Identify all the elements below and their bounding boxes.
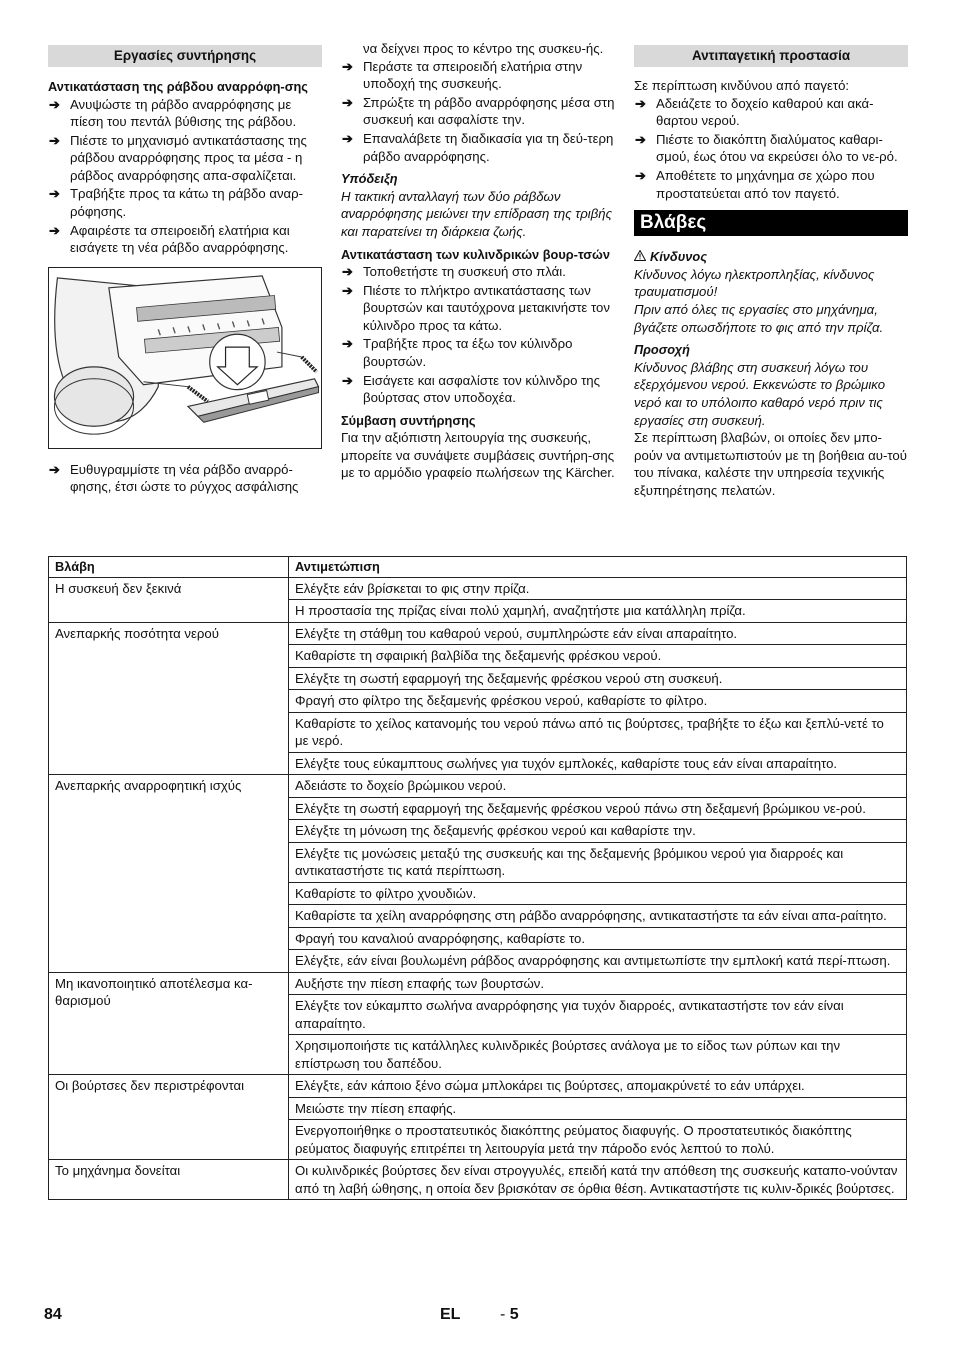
squeegee-align-steps bbox=[48, 461, 322, 496]
remedy-cell: Αυξήστε την πίεση επαφής των βουρτσών. bbox=[289, 972, 907, 995]
remedy-cell: Ελέγξτε τη μόνωση της δεξαμενής φρέσκου νερού και καθαρίστε την. bbox=[289, 820, 907, 843]
danger-title-row bbox=[634, 248, 908, 266]
arrow-right-icon: ➔ bbox=[635, 167, 646, 183]
list-item: ➔ Αφαιρέστε τα σπειροειδή ελατήρια και εισάγετε τη νέα ράβδο αναρρόφησης. bbox=[49, 222, 290, 256]
frost-steps-list bbox=[634, 95, 908, 203]
fault-cell: Ανεπαρκής ποσότητα νερού bbox=[49, 622, 289, 775]
remedy-cell: Ελέγξτε τη σωστή εφαρμογή της δεξαμενής φρέσκου νερού πάνω στη δεξαμενή βρώμικου νε-ρού. bbox=[289, 797, 907, 820]
column-left bbox=[48, 40, 322, 497]
faults-table-body bbox=[49, 577, 907, 1200]
warning-triangle-icon bbox=[634, 248, 646, 266]
danger-text-1: Κίνδυνος λόγω ηλεκτροπληξίας, κίνδυνος τραυματισμού! bbox=[634, 266, 875, 300]
remedy-cell: Ελέγξτε τον εύκαμπτο σωλήνα αναρρόφησης για τυχόν διαρροές, αντικαταστήστε τον εάν είναι απαραίτητο. bbox=[289, 995, 907, 1035]
arrow-right-icon: ➔ bbox=[635, 131, 646, 147]
remedy-cell: Η προστασία της πρίζας είναι πολύ χαμηλή, αναζητήστε μια κατάλληλη πρίζα. bbox=[289, 600, 907, 623]
remedy-cell: Καθαρίστε τη σφαιρική βαλβίδα της δεξαμενής φρέσκου νερού. bbox=[289, 645, 907, 668]
page-number: 84 bbox=[44, 1306, 62, 1323]
remedy-cell: Φραγή του καναλιού αναρρόφησης, καθαρίστε το. bbox=[289, 927, 907, 950]
table-row bbox=[49, 1160, 907, 1200]
hint-text: Η τακτική ανταλλαγή των δύο ράβδων αναρρόφησης μειώνει την επίδραση της τριβής και παρατείνει τη διάρκεια ζωής. bbox=[341, 188, 612, 239]
arrow-right-icon: ➔ bbox=[49, 132, 60, 148]
arrow-right-icon: ➔ bbox=[342, 94, 353, 110]
fault-cell: Οι βούρτσες δεν περιστρέφονται bbox=[49, 1075, 289, 1160]
fault-cell: Ανεπαρκής αναρροφητική ισχύς bbox=[49, 775, 289, 973]
list-item: ➔ Αδειάζετε το δοχείο καθαρού και ακά-θαρτου νερού. bbox=[635, 95, 874, 129]
column-header-fault: Βλάβη bbox=[49, 557, 289, 578]
squeegee-drawing-icon bbox=[49, 268, 321, 448]
remedy-cell: Καθαρίστε το χείλος κατανομής του νερού πάνω από τις βούρτσες, τραβήξτε το έξω και ξεπλύ-νετέ το με νερό. bbox=[289, 712, 907, 752]
arrow-right-icon: ➔ bbox=[342, 372, 353, 388]
table-row bbox=[49, 577, 907, 600]
section-title-maintenance: Εργασίες συντήρησης bbox=[48, 45, 322, 67]
contract-text: Για την αξιόπιστη λειτουργία της συσκευής, μπορείτε να συνάψετε συμβάσεις συντήρη-σης με το αρμόδιο γραφείο πωλήσεων της Kärcher. bbox=[341, 430, 615, 481]
remedy-cell: Καθαρίστε τα χείλη αναρρόφησης στη ράβδο αναρρόφησης, αντικαταστήστε τα εάν είναι απα-ραίτητο. bbox=[289, 905, 907, 928]
column-middle bbox=[341, 40, 615, 482]
list-item: ➔ Επαναλάβετε τη διαδικασία για τη δεύ-τερη ράβδο αναρρόφησης. bbox=[342, 130, 614, 164]
arrow-right-icon: ➔ bbox=[342, 264, 353, 280]
danger-text-2: Πριν από όλες τις εργασίες στο μηχάνημα, βγάζετε οπωσδήποτε το φις από την πρίζα. bbox=[634, 301, 884, 335]
hint-title: Υπόδειξη bbox=[341, 171, 398, 187]
danger-title: Κίνδυνος bbox=[650, 249, 708, 265]
list-item: ➔ Ευθυγραμμίστε τη νέα ράβδο αναρρό-φησης, έτσι ώστε το ρύγχος ασφάλισης bbox=[49, 461, 299, 495]
subheading-squeegee-replacement: Αντικατάσταση της ράβδου αναρρόφη-σης bbox=[48, 79, 308, 94]
arrow-right-icon: ➔ bbox=[342, 336, 353, 352]
list-item: ➔ Πιέστε το πλήκτρο αντικατάστασης των βουρτσών και ταυτόχρονα μετακινήστε τον κύλινδρο προς τα κάτω. bbox=[342, 282, 610, 333]
fault-cell: Μη ικανοποιητικό αποτέλεσμα κα-θαρισμού bbox=[49, 972, 289, 1075]
arrow-right-icon: ➔ bbox=[635, 95, 646, 111]
list-item: ➔ Τραβήξτε προς τα κάτω τη ράβδο αναρ-ρόφησης. bbox=[49, 186, 304, 220]
remedy-cell: Μειώστε την πίεση επαφής. bbox=[289, 1097, 907, 1120]
list-item: ➔ Σπρώξτε τη ράβδο αναρρόφησης μέσα στη συσκευή και ασφαλίστε την. bbox=[342, 94, 615, 128]
remedy-cell: Ελέγξτε, εάν κάποιο ξένο σώμα μπλοκάρει τις βούρτσες, απομακρύνετέ το εάν υπάρχει. bbox=[289, 1075, 907, 1098]
arrow-right-icon: ➔ bbox=[49, 461, 60, 477]
remedy-cell: Ελέγξτε εάν βρίσκεται το φις στην πρίζα. bbox=[289, 577, 907, 600]
arrow-right-icon: ➔ bbox=[49, 96, 60, 112]
caution-title: Προσοχή bbox=[634, 342, 690, 358]
subheading-maintenance-contract: Σύμβαση συντήρησης bbox=[341, 412, 476, 428]
remedy-cell: Ελέγξτε τη στάθμη του καθαρού νερού, συμπληρώστε εάν είναι απαραίτητο. bbox=[289, 622, 907, 645]
list-item: ➔ Τοποθετήστε τη συσκευή στο πλάι. bbox=[342, 264, 566, 280]
list-item: ➔ Εισάγετε και ασφαλίστε τον κύλινδρο της βούρτσας στον υποδοχέα. bbox=[342, 372, 600, 406]
table-row bbox=[49, 775, 907, 798]
squeegee-illustration bbox=[48, 267, 322, 449]
arrow-right-icon: ➔ bbox=[49, 222, 60, 238]
section-title-frost-protection: Αντιπαγετική προστασία bbox=[634, 45, 908, 67]
list-item: ➔ Πιέστε το διακόπτη διαλύματος καθαρι-σμού, έως ότου να εκρεύσει όλο το νε-ρό. bbox=[635, 131, 898, 165]
continuation-text: να δείχνει προς το κέντρο της συσκευ-ής. bbox=[363, 41, 604, 56]
squeegee-steps-list bbox=[48, 96, 322, 257]
list-item: ➔ Ανυψώστε τη ράβδο αναρρόφησης με πίεση του πεντάλ βύθισης της ράβδου. bbox=[49, 96, 297, 130]
column-right bbox=[634, 40, 908, 499]
remedy-cell: Αδειάστε το δοχείο βρώμικου νερού. bbox=[289, 775, 907, 798]
list-item: ➔ Περάστε τα σπειροειδή ελατήρια στην υποδοχή της συσκευής. bbox=[342, 58, 583, 92]
section-page-number: - 5 bbox=[500, 1306, 519, 1323]
list-item: ➔ Πιέστε το μηχανισμό αντικατάστασης της ράβδου αναρρόφησης προς τα μέσα - η ράβδος αναρρόφησης απα-σφαλίζεται. bbox=[49, 132, 307, 183]
fault-cell: Η συσκευή δεν ξεκινά bbox=[49, 577, 289, 622]
remedy-cell: Καθαρίστε το φίλτρο χνουδιών. bbox=[289, 882, 907, 905]
brush-steps-list bbox=[341, 263, 615, 407]
subheading-brush-replacement: Αντικατάσταση των κυλινδρικών βουρ-τσών bbox=[341, 246, 610, 262]
table-header-row bbox=[49, 557, 907, 578]
faults-heading: Βλάβες bbox=[634, 210, 908, 236]
faults-table bbox=[48, 556, 907, 1200]
column-header-remedy: Αντιμετώπιση bbox=[289, 557, 907, 578]
remedy-cell: Ελέγξτε τη σωστή εφαρμογή της δεξαμενής φρέσκου νερού στη συσκευή. bbox=[289, 667, 907, 690]
list-item: ➔ Τραβήξτε προς τα έξω τον κύλινδρο βουρτσών. bbox=[342, 336, 573, 369]
remedy-cell: Οι κυλινδρικές βούρτσες δεν είναι στρογγυλές, επειδή κατά την απόθεση της συσκευής καταπο-νούνταν από τη λαβή ώθησης, η οποία δεν βρισκόταν σε όρθια θέση. Αντικαταστήστε τις κυλιν-δρικές βούρτσες. bbox=[289, 1160, 907, 1200]
table-row bbox=[49, 622, 907, 645]
caution-text: Κίνδυνος βλάβης στη συσκευή λόγω του εξερχόμενου νερού. Εκκενώστε το βρώμικο νερό και το υπόλοιπο καθαρό νερό πριν τις εργασίες στη συσκευή. bbox=[634, 359, 886, 428]
arrow-right-icon: ➔ bbox=[342, 282, 353, 298]
table-row bbox=[49, 972, 907, 995]
spring-steps-list bbox=[341, 58, 615, 166]
table-row bbox=[49, 1075, 907, 1098]
remedy-cell: Φραγή στο φίλτρο της δεξαμενής φρέσκου νερού, καθαρίστε το φίλτρο. bbox=[289, 690, 907, 713]
remedy-cell: Ελέγξτε τις μονώσεις μεταξύ της συσκευής και της δεξαμενής βρόμικου νερού για διαρροές και αντικαταστήστε τις κατά περίπτωση. bbox=[289, 842, 907, 882]
remedy-cell: Χρησιμοποιήστε τις κατάλληλες κυλινδρικές βούρτσες ανάλογα με το είδος των ρύπων και την επίστρωση του δαπέδου. bbox=[289, 1035, 907, 1075]
service-text: Σε περίπτωση βλαβών, οι οποίες δεν μπο-ρούν να αντιμετωπιστούν με τη βοήθεια αυ-τού του πίνακα, καλέστε την υπηρεσία τεχνικής εξυπηρέτησης πελατών. bbox=[634, 430, 907, 498]
remedy-cell: Ελέγξτε, εάν είναι βουλωμένη ράβδος αναρρόφησης και αντιμετωπίστε την εμπλοκή κατά περί-πτωση. bbox=[289, 950, 907, 973]
fault-cell: Το μηχάνημα δονείται bbox=[49, 1160, 289, 1200]
arrow-right-icon: ➔ bbox=[342, 130, 353, 146]
remedy-cell: Ενεργοποιήθηκε ο προστατευτικός διακόπτης ρεύματος διαφυγής. Ο προστατευτικός διακόπτης ρεύματος διαφυγής επιτρέπει τη λειτουργία μετά την πάροδο ενός λεπτού το πολύ. bbox=[289, 1120, 907, 1160]
language-code: EL bbox=[440, 1306, 461, 1323]
frost-intro: Σε περίπτωση κινδύνου από παγετό: bbox=[634, 78, 850, 93]
remedy-cell: Ελέγξτε τους εύκαμπτους σωλήνες για τυχόν εμπλοκές, καθαρίστε τους εάν είναι απαραίτητο. bbox=[289, 752, 907, 775]
arrow-right-icon: ➔ bbox=[342, 58, 353, 74]
list-item: ➔ Αποθέτετε το μηχάνημα σε χώρο που προστατεύεται από τον παγετό. bbox=[635, 167, 875, 201]
arrow-right-icon: ➔ bbox=[49, 186, 60, 202]
